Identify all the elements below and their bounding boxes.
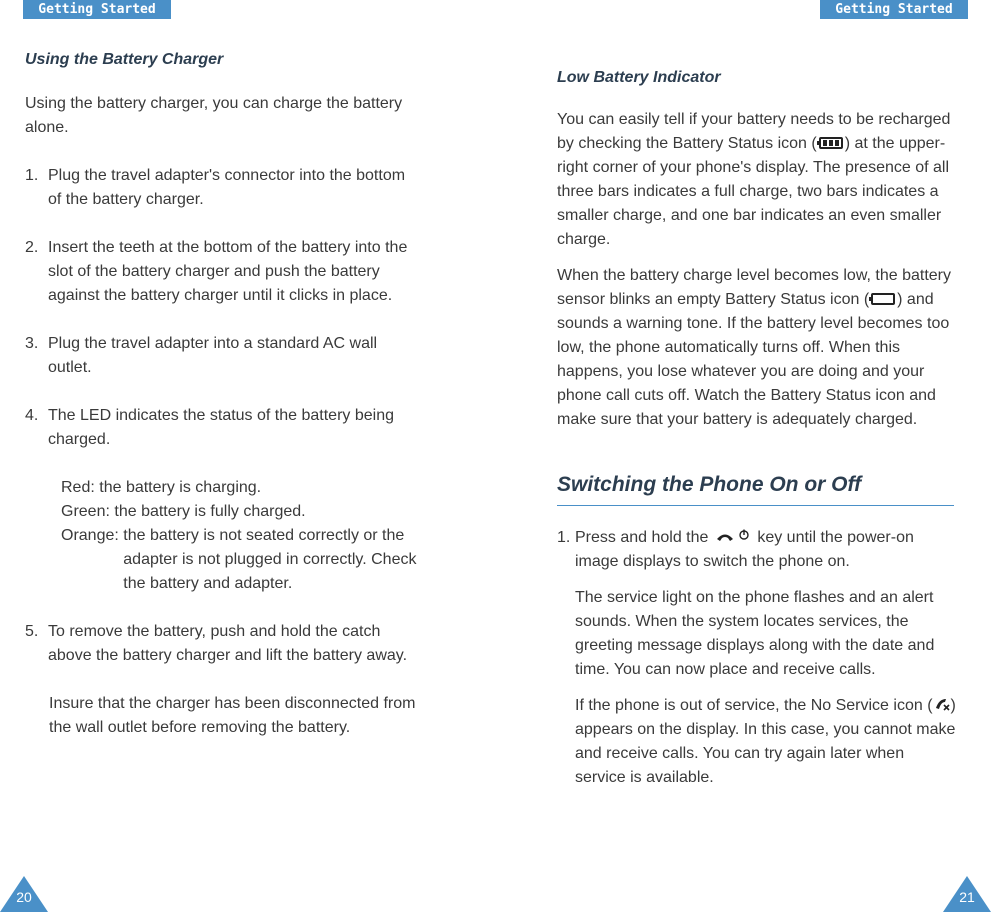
charger-note: Insure that the charger has been disconnected from the wall outlet before removing the battery.	[49, 695, 416, 736]
led-label: Orange:	[61, 527, 119, 544]
left-page	[25, 48, 420, 740]
text-fragment: When the battery charge level becomes low, the battery sensor blinks an empty Battery Status icon (	[557, 267, 951, 308]
led-label: Red:	[61, 479, 95, 496]
charger-intro: Using the battery charger, you can charge the battery alone.	[25, 95, 403, 136]
page-number-right: 21	[959, 889, 975, 905]
led-row-red	[61, 476, 420, 500]
no-service-paragraph	[575, 694, 957, 790]
step-text: Insert the teeth at the bottom of the battery into the slot of the battery charger and push the battery against the battery charger until it clicks in place.	[48, 239, 408, 304]
text-fragment: If the phone is out of service, the No Service icon (	[575, 697, 933, 714]
list-item	[25, 236, 420, 308]
led-row-orange	[61, 524, 420, 596]
list-item	[557, 526, 957, 574]
led-text: the battery is fully charged.	[114, 503, 306, 520]
text-fragment: ) at the upper-right corner of your phone's display. The presence of all three bars indicates a full charge, two bars indicates a smaller charge, and one bar indicates an even smaller charge.	[557, 135, 950, 248]
led-row-green	[61, 500, 420, 524]
list-item	[25, 620, 420, 668]
service-paragraph: The service light on the phone flashes and an alert sounds. When the system locates services, the greeting message displays along with the date and time. You can now place and receive calls.	[575, 589, 935, 678]
text-fragment: ) appears on the display. In this case, you cannot make and receive calls. You can try again later when service is available.	[575, 697, 956, 786]
led-text: the battery is not seated correctly or the adapter is not plugged in correctly. Check the battery and adapter.	[123, 527, 417, 592]
list-item	[25, 404, 420, 452]
battery-charger-heading: Using the Battery Charger	[25, 51, 224, 68]
step-text: Plug the travel adapter into a standard AC wall outlet.	[48, 335, 378, 376]
right-page	[557, 66, 957, 790]
low-battery-heading: Low Battery Indicator	[557, 69, 721, 86]
list-item	[25, 164, 420, 212]
header-tab-left: Getting Started	[23, 0, 171, 19]
text-fragment: key until the power-on image displays to switch the phone on.	[575, 529, 914, 570]
low-battery-paragraph-1	[557, 108, 957, 252]
step-text	[575, 526, 957, 574]
header-tab-right: Getting Started	[820, 0, 968, 19]
step-text: To remove the battery, push and hold the catch above the battery charger and lift the battery away.	[48, 623, 408, 664]
step-number: 5.	[25, 623, 39, 640]
step-number: 3.	[25, 335, 39, 352]
step-number: 2.	[25, 239, 39, 256]
page-number-left: 20	[16, 889, 32, 905]
battery-empty-icon	[871, 293, 895, 305]
step-number: 4.	[25, 407, 39, 424]
text-fragment: ) and sounds a warning tone. If the battery level becomes too low, the phone automatically turns off. When this happens, you lose whatever you are doing and your phone call cuts off. Watch the Battery Status icon and make sure that your battery is adequately charged.	[557, 291, 950, 428]
step-text: The LED indicates the status of the battery being charged.	[48, 407, 394, 448]
led-status-list	[61, 476, 420, 596]
led-label: Green:	[61, 503, 110, 520]
end-power-key-icon	[713, 528, 753, 544]
switching-section-title: Switching the Phone On or Off	[557, 470, 954, 506]
battery-full-icon	[819, 137, 843, 149]
step-number: 1.	[557, 529, 571, 546]
list-item	[25, 332, 420, 380]
low-battery-paragraph-2	[557, 264, 957, 432]
text-fragment: You can easily tell if your battery needs to be recharged by checking the Battery Status icon (	[557, 111, 951, 152]
text-fragment: Press and hold the	[575, 529, 709, 546]
step-text: Plug the travel adapter's connector into the bottom of the battery charger.	[48, 167, 406, 208]
step-number: 1.	[25, 167, 39, 184]
no-service-icon	[933, 696, 951, 712]
led-text: the battery is charging.	[99, 479, 262, 496]
